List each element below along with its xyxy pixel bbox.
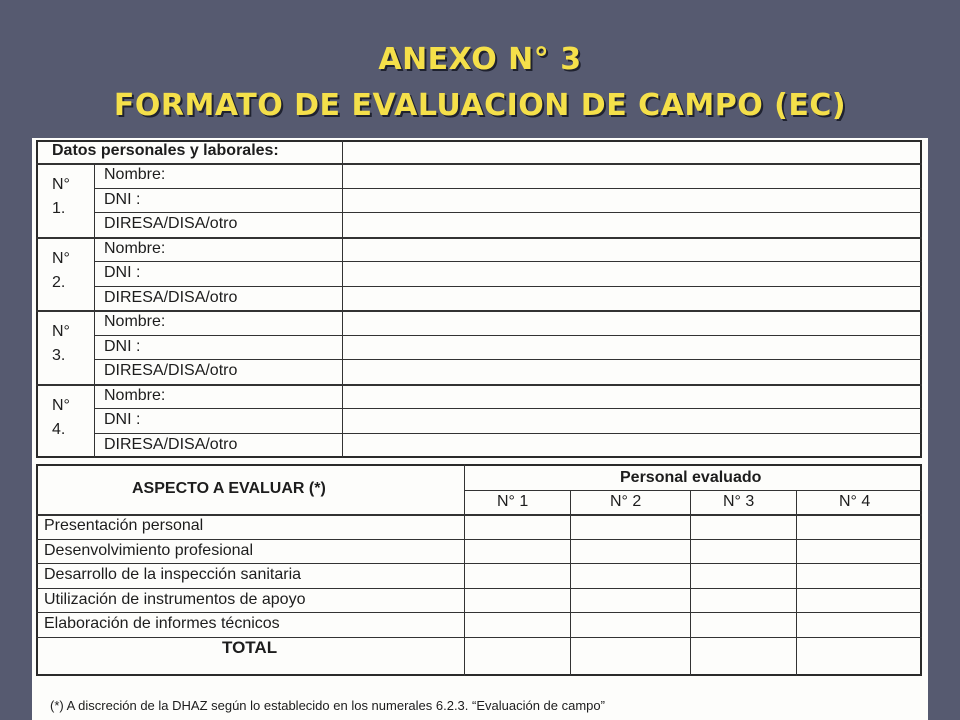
score-cell[interactable] — [798, 515, 920, 538]
person-field-input[interactable] — [344, 238, 920, 261]
person-number: N° 1. — [52, 176, 70, 217]
score-cell[interactable] — [798, 564, 920, 587]
aspect-header: ASPECTO A EVALUAR (*) — [132, 480, 326, 497]
person-number: N° 2. — [52, 249, 70, 291]
person-field-input[interactable] — [344, 164, 920, 187]
annex-title: ANEXO N° 3 — [378, 42, 582, 77]
score-cell[interactable] — [798, 613, 920, 636]
person-field-input[interactable] — [344, 213, 920, 236]
form-title: FORMATO DE EVALUACION DE CAMPO (EC) — [113, 88, 847, 123]
score-cell[interactable] — [466, 515, 568, 538]
person-field-input[interactable] — [344, 360, 920, 383]
score-cell[interactable] — [572, 564, 688, 587]
person-field-label: DIRESA/DISA/otro — [104, 435, 238, 453]
personal-data-header: Datos personales y laborales: — [52, 142, 279, 159]
person-field-label: DNI : — [104, 337, 141, 355]
evaluation-criterion: Desarrollo de la inspección sanitaria — [44, 566, 302, 583]
score-cell[interactable] — [466, 564, 568, 587]
person-number: N° 4. — [52, 396, 70, 438]
score-cell[interactable] — [692, 589, 794, 612]
footnote: (*) A discreción de la DHAZ según lo establecido en los numerales 6.2.3. “Evaluación de campo” — [50, 698, 605, 713]
person-field-label: DNI : — [104, 411, 141, 428]
total-label: TOTAL — [222, 638, 278, 657]
person-field-label: Nombre: — [104, 313, 166, 330]
person-field-label: Nombre: — [104, 386, 166, 404]
person-field-label: Nombre: — [104, 166, 166, 183]
score-cell[interactable] — [572, 589, 688, 612]
evaluated-person-column: N° 4 — [839, 493, 871, 510]
person-field-label: DNI : — [104, 190, 141, 208]
evaluated-person-column: N° 3 — [723, 493, 755, 510]
score-cell[interactable] — [692, 613, 794, 636]
evaluation-criterion: Presentación personal — [44, 517, 204, 534]
person-field-label: DIRESA/DISA/otro — [104, 288, 238, 306]
score-cell[interactable] — [572, 613, 688, 636]
score-cell[interactable] — [692, 564, 794, 587]
person-field-input[interactable] — [344, 262, 920, 285]
score-cell[interactable] — [692, 515, 794, 538]
person-field-input[interactable] — [344, 287, 920, 310]
person-field-input[interactable] — [344, 434, 920, 457]
score-cell[interactable] — [692, 540, 794, 563]
evaluation-criterion: Utilización de instrumentos de apoyo — [44, 590, 306, 608]
score-cell[interactable] — [466, 540, 568, 563]
person-field-label: Nombre: — [104, 239, 166, 257]
evaluation-criterion: Desenvolvimiento profesional — [44, 541, 253, 559]
score-cell[interactable] — [466, 589, 568, 612]
score-cell[interactable] — [798, 589, 920, 612]
person-field-label: DIRESA/DISA/otro — [104, 215, 238, 232]
evaluated-person-column: N° 2 — [610, 493, 642, 510]
person-field-input[interactable] — [344, 385, 920, 408]
scanned-form — [32, 138, 928, 720]
person-field-label: DNI : — [104, 264, 141, 281]
person-field-label: DIRESA/DISA/otro — [104, 362, 238, 379]
evaluated-person-column: N° 1 — [497, 493, 529, 510]
score-cell[interactable] — [466, 613, 568, 636]
person-field-input[interactable] — [344, 409, 920, 432]
personal-evaluated-header: Personal evaluado — [620, 469, 762, 486]
score-cell[interactable] — [798, 540, 920, 563]
person-number: N° 3. — [52, 323, 70, 364]
person-field-input[interactable] — [344, 311, 920, 334]
evaluation-criterion: Elaboración de informes técnicos — [44, 615, 280, 632]
person-field-input[interactable] — [344, 336, 920, 359]
person-field-input[interactable] — [344, 189, 920, 212]
score-cell[interactable] — [572, 540, 688, 563]
score-cell[interactable] — [572, 515, 688, 538]
